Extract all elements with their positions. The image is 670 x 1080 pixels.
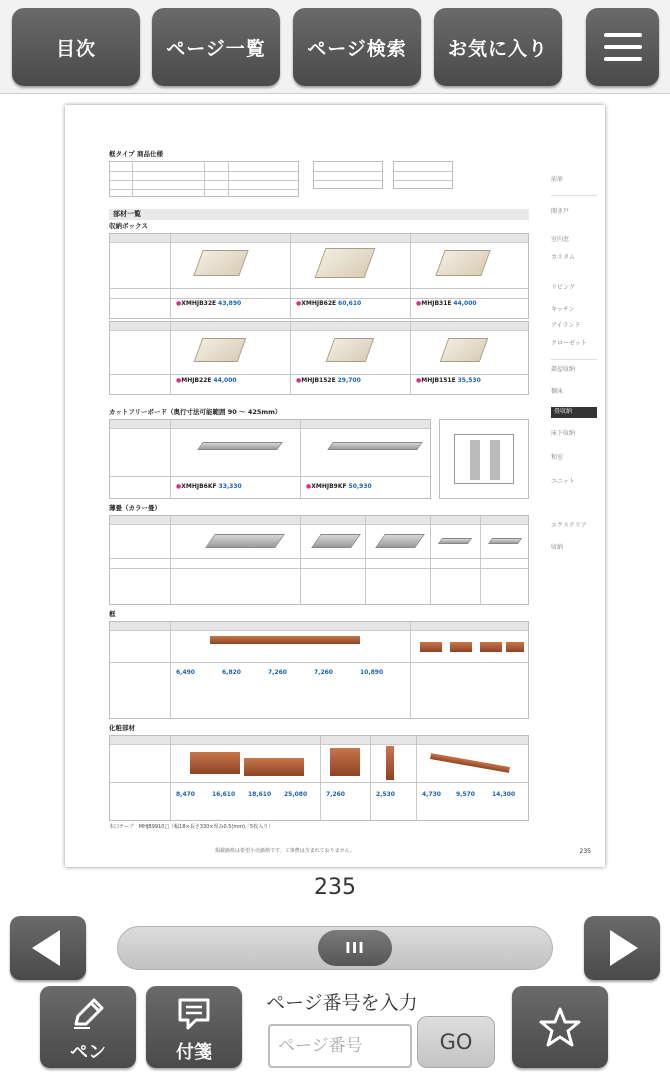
page-number-label: 235: [314, 875, 356, 900]
cross-section-diagram: [439, 419, 529, 499]
frame-table: [109, 621, 529, 719]
side-tab-active: 畳収納: [551, 407, 597, 418]
page-list-label: ページ一覧: [166, 37, 266, 60]
catalog-footnote: 掲載価格は希望小売価格です。工事費は含まれておりません。: [215, 848, 355, 854]
bookmark-button[interactable]: [512, 986, 608, 1068]
hatch-box-3-image: [193, 250, 248, 276]
drawer-box-image: [435, 250, 490, 276]
color-table-2: [393, 161, 453, 189]
next-page-button[interactable]: [584, 916, 660, 980]
side-tab-14: エクステリア: [551, 522, 587, 529]
product-code-7: ●XMHJB6KF 33,330: [176, 483, 242, 490]
trim-price-9: 14,300: [492, 791, 516, 798]
shelf-title: 薄畳（カラー畳）: [109, 504, 161, 512]
shelf-3-image: [205, 534, 285, 548]
side-tab-9: 部屋収納: [551, 366, 576, 373]
product-code-5: ●MHJB152E 29,700: [296, 377, 361, 384]
slider-thumb[interactable]: III: [318, 930, 392, 966]
pencil-icon: [70, 996, 106, 1032]
drawer-box-15-image: [440, 338, 489, 362]
product-code-1: ●XMHJB32E 43,890: [176, 300, 242, 307]
trim-price-2: 16,610: [212, 791, 236, 798]
edge-tape-row: 木口テープ MHJB9910□（幅18×長さ330×厚み0.5(mm)／5枚入り）: [109, 824, 274, 830]
arrow-left-icon: [32, 930, 60, 966]
page-viewer[interactable]: [0, 95, 670, 908]
side-tab-1: 前扉: [551, 176, 564, 183]
frame-corner-2-image: [450, 642, 472, 652]
note-label: 付箋: [176, 1042, 212, 1063]
shelf-table: [109, 515, 529, 605]
storage-box-table-top: [109, 233, 529, 319]
side-tab-11: 床下収納: [551, 430, 576, 437]
shelf-5-image: [488, 538, 522, 544]
trim-title: 化粧部材: [109, 724, 135, 732]
page-slider[interactable]: [117, 926, 553, 970]
side-tab-13: ユニット: [551, 478, 575, 485]
side-tab-3: 室内窓: [551, 236, 570, 243]
cutboard-9-image: [327, 442, 423, 450]
side-tab-6: キッチン: [551, 306, 575, 313]
spec-table: [109, 161, 299, 197]
color-table-1: [313, 161, 383, 189]
page-search-button[interactable]: [293, 8, 421, 86]
product-code-3: ●MHJB31E 44,000: [416, 300, 477, 307]
page-list-button[interactable]: [152, 8, 280, 86]
catalog-page-num: 235: [579, 848, 591, 855]
favorites-button[interactable]: [434, 8, 562, 86]
frame-straight-image: [210, 636, 360, 644]
sticky-note-button[interactable]: [146, 986, 242, 1068]
page-number-input[interactable]: [268, 1024, 412, 1068]
shelf-4-image: [438, 538, 472, 544]
trim-price-8: 9,570: [456, 791, 475, 798]
trim-adjust-image: [430, 753, 510, 773]
trim-board-1-image: [190, 752, 240, 774]
star-icon: [538, 1005, 582, 1049]
frame-price-5: 10,890: [360, 669, 384, 676]
product-code-8: ●XMHJB9KF 50,930: [306, 483, 372, 490]
trim-table: [109, 735, 529, 821]
frame-price-3: 7,260: [268, 669, 287, 676]
trim-price-7: 4,730: [422, 791, 441, 798]
catalog-page[interactable]: [65, 105, 605, 867]
pen-label: ペン: [70, 1042, 106, 1063]
product-code-6: ●MHJB151E 35,530: [416, 377, 481, 384]
frame-corner-4-image: [506, 642, 524, 652]
frame-corner-3-image: [480, 642, 502, 652]
trim-price-5: 7,260: [326, 791, 345, 798]
prev-page-button[interactable]: [10, 916, 86, 980]
page-jump-label: ページ番号を入力: [266, 992, 418, 1014]
trim-price-3: 18,610: [248, 791, 272, 798]
section-title: 部材一覧: [109, 209, 529, 220]
trim-board-2-image: [244, 758, 304, 776]
pen-button[interactable]: [40, 986, 136, 1068]
side-tab-15: 収納: [551, 544, 564, 551]
frame-corner-1-image: [420, 642, 442, 652]
top-toolbar: [0, 0, 670, 94]
side-tab-12: 和室: [551, 454, 564, 461]
side-tab-2: 開き戸: [551, 208, 570, 215]
cutboard-title: カットフリーボード（奥行寸法可能範囲 90 ～ 425mm）: [109, 408, 282, 416]
trim-price-4: 25,080: [284, 791, 308, 798]
page-navigation: [0, 910, 670, 980]
storage-box-table-mid: [109, 321, 529, 395]
side-tab-5: リビング: [551, 284, 575, 291]
sticky-note-icon: [176, 996, 212, 1032]
page-search-label: ページ検索: [307, 37, 407, 60]
hatch-box-6-image: [315, 248, 376, 278]
hatch-box-15-image: [326, 338, 375, 362]
trim-price-6: 2,530: [376, 791, 395, 798]
side-tab-8: クローゼット: [551, 340, 587, 347]
toc-label: 目次: [55, 37, 96, 60]
arrow-right-icon: [610, 930, 638, 966]
cutboard-6-image: [197, 442, 283, 450]
product-code-4: ●MHJB22E 44,000: [176, 377, 237, 384]
go-button[interactable]: GO: [417, 1016, 495, 1068]
frame-price-4: 7,260: [314, 669, 333, 676]
toc-button[interactable]: [12, 8, 140, 86]
hatch-box-corner-image: [194, 338, 247, 362]
frame-price-1: 6,490: [176, 669, 195, 676]
trim-board-3-image: [330, 748, 360, 776]
shelf-15-image: [311, 534, 361, 548]
trim-price-1: 8,470: [176, 791, 195, 798]
frame-title: 框: [109, 610, 116, 618]
spec-title: 框タイプ 商品仕様: [109, 150, 163, 158]
trim-filler-image: [386, 746, 394, 780]
bottom-toolbar: [0, 980, 670, 1080]
storage-box-title: 収納ボックス: [109, 222, 148, 230]
hamburger-menu-icon: [604, 33, 642, 61]
product-code-2: ●XMHJB62E 60,610: [296, 300, 362, 307]
frame-price-2: 6,820: [222, 669, 241, 676]
side-tab-4: カスタム: [551, 254, 576, 261]
menu-button[interactable]: [586, 8, 659, 86]
shelf-corner-image: [375, 534, 425, 548]
cutboard-table: [109, 419, 431, 499]
favorites-label: お気に入り: [447, 37, 548, 60]
side-tab-10: 掘床: [551, 388, 564, 395]
side-tab-7: アイランド: [551, 322, 581, 329]
